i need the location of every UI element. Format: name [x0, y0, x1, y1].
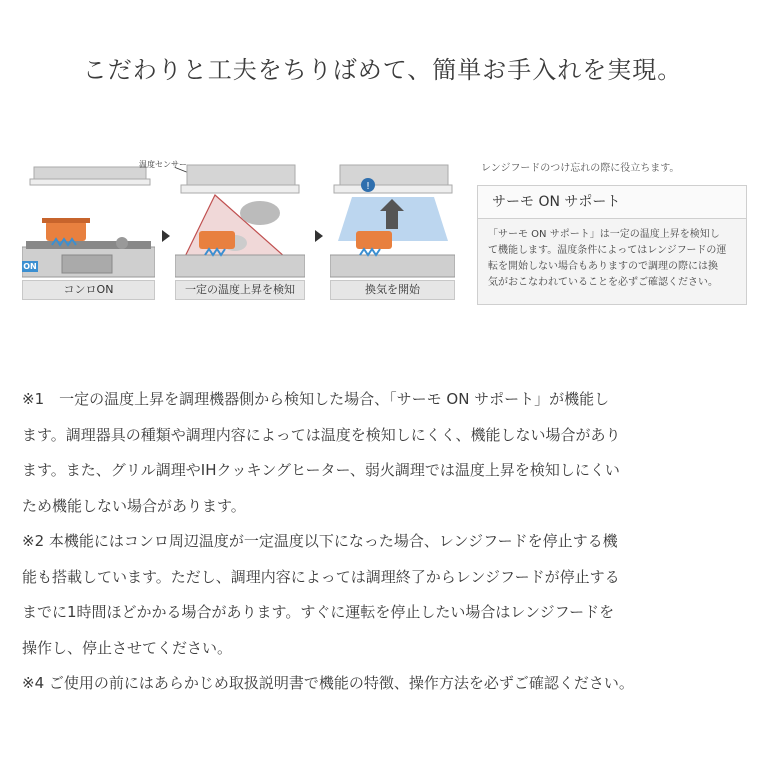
note-line: ※2 本機能にはコンロ周辺温度が一定温度以下になった場合、レンジフードを停止する機 [22, 532, 618, 550]
note-line: ます。また、グリル調理やIHクッキングヒーター、弱火調理では温度上昇を検知しにくい [22, 461, 620, 479]
panel-caption: 換気を開始 [330, 280, 455, 300]
panel-stove-on [22, 155, 155, 300]
temperature-detect-drawing [175, 155, 305, 282]
ventilation-drawing [330, 155, 455, 282]
sensor-label: 温度センサー [139, 160, 187, 169]
note-line: ため機能しない場合があります。 [22, 496, 246, 515]
note-line: までに1時間ほどかかる場合があります。すぐに運転を停止したい場合はレンジフードを [22, 603, 615, 621]
note-line: 能も搭載しています。ただし、調理内容によっては調理終了からレンジフードが停止する [22, 567, 620, 586]
note-line: ます。調理器具の種類や調理内容によっては温度を検知しにくく、機能しない場合があり [22, 425, 621, 444]
support-intro: レンジフードのつけ忘れの際に役立ちます。 [481, 163, 680, 174]
panel-caption: 一定の温度上昇を検知 [175, 280, 305, 300]
support-body-line: 気がおこなわれていることを必ずご確認ください。 [488, 277, 718, 288]
on-badge: ON [23, 262, 37, 271]
note-line: ※4 ご使用の前にはあらかじめ取扱説明書で機能の特徴、操作方法を必ずご確認ください。 [22, 674, 634, 692]
thermo-on-support-box [477, 155, 747, 305]
svg-text:!: ! [365, 181, 371, 192]
support-body-line: 「サーモ ON サポート」は一定の温度上昇を検知し [488, 229, 720, 240]
support-frame [477, 185, 747, 305]
note-line: 操作し、停止させてください。 [22, 638, 233, 657]
support-title: サーモ ON サポート [478, 186, 746, 219]
panel-ventilation-start [330, 155, 455, 300]
page-headline: こだわりと工夫をちりばめて、簡単お手入れを実現。 [82, 56, 683, 84]
stove-on-drawing [22, 155, 155, 282]
panel-temperature-detect [139, 155, 305, 300]
support-body-line: 転を開始しない場合もありますので調理の際には換 [488, 261, 718, 272]
note-line: ※1 一定の温度上昇を調理機器側から検知した場合、「サーモ ON サポート」が機能し [22, 390, 610, 408]
footnotes [22, 382, 750, 702]
panel-caption: コンロON [22, 280, 155, 300]
arrow-right-icon [162, 230, 170, 242]
arrow-right-icon [315, 230, 323, 242]
support-body [478, 219, 746, 291]
support-body-line: て機能します。温度条件によってはレンジフードの運 [488, 245, 727, 256]
